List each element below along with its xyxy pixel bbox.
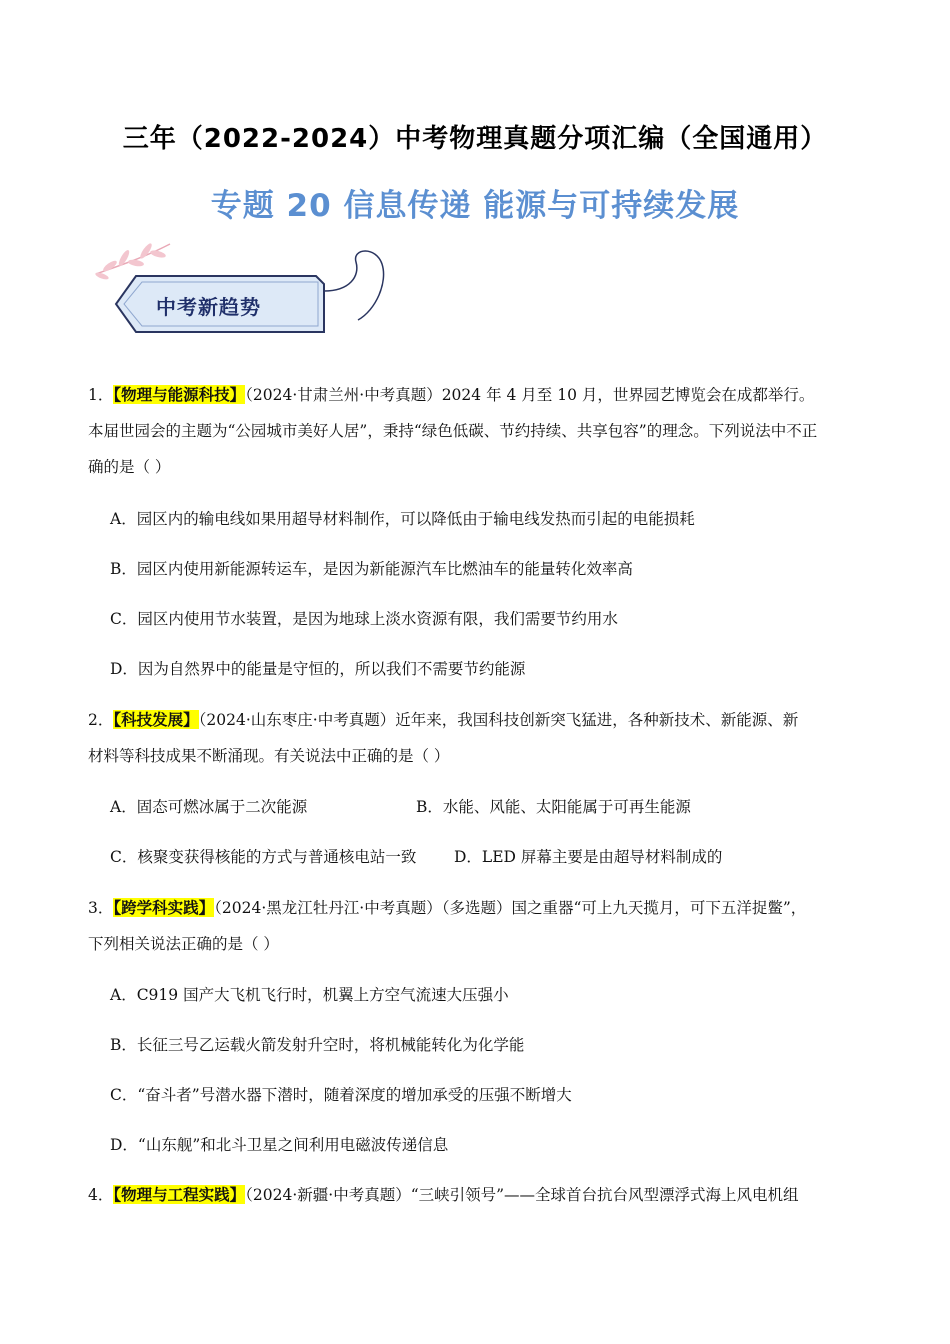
badge-graphic bbox=[88, 236, 388, 336]
question-2-option-c: C．核聚变获得核能的方式与普通核电站一致 bbox=[110, 848, 417, 866]
leaf-branch-icon bbox=[95, 242, 170, 281]
question-text: （2024·新疆·中考真题）“三峡引领号”——全球首台抗台风型漂浮式海上风电机组 bbox=[245, 1186, 799, 1204]
question-1-line-1 bbox=[88, 384, 814, 406]
question-2-line-1 bbox=[88, 709, 798, 731]
question-1-option-d: D．因为自然界中的能量是守恒的，所以我们不需要节约能源 bbox=[110, 660, 526, 678]
document-title: 三年（2022-2024）中考物理真题分项汇编（全国通用） bbox=[122, 124, 828, 154]
question-3-option-b: B．长征三号乙运载火箭发射升空时，将机械能转化为化学能 bbox=[110, 1036, 525, 1054]
question-text: （2024·甘肃兰州·中考真题）2024 年 4 月至 10 月，世界园艺博览会在成都举行。 bbox=[245, 386, 815, 404]
question-2-option-a: A．固态可燃冰属于二次能源 bbox=[110, 798, 308, 816]
question-3-option-a: A．C919 国产大飞机飞行时，机翼上方空气流速大压强小 bbox=[110, 986, 509, 1004]
section-badge bbox=[88, 236, 388, 336]
question-2-option-d: D．LED 屏幕主要是由超导材料制成的 bbox=[454, 848, 723, 866]
question-tag: 【科技发展】 bbox=[113, 710, 199, 729]
question-number: 3． bbox=[88, 899, 114, 917]
question-tag: 【物理与能源科技】 bbox=[113, 385, 246, 404]
badge-label: 中考新趋势 bbox=[156, 295, 261, 319]
question-tag: 【物理与工程实践】 bbox=[113, 1185, 246, 1204]
question-1-option-c: C．园区内使用节水装置，是因为地球上淡水资源有限，我们需要节约用水 bbox=[110, 610, 618, 628]
question-tag: 【跨学科实践】 bbox=[113, 898, 215, 917]
question-1-option-b: B．园区内使用新能源转运车，是因为新能源汽车比燃油车的能量转化效率高 bbox=[110, 560, 633, 578]
question-1-line-2: 本届世园会的主题为“公园城市美好人居”，秉持“绿色低碳、节约持续、共享包容”的理念。下列说法中不正 bbox=[88, 422, 818, 440]
curl-ornament-icon bbox=[324, 251, 384, 320]
question-number: 4． bbox=[88, 1186, 114, 1204]
question-4-line-1 bbox=[88, 1184, 799, 1206]
question-1-option-a: A．园区内的输电线如果用超导材料制作，可以降低由于输电线发热而引起的电能损耗 bbox=[110, 510, 695, 528]
question-3-option-d: D．“山东舰”和北斗卫星之间利用电磁波传递信息 bbox=[110, 1136, 449, 1154]
question-2-line-2: 材料等科技成果不断涌现。有关说法中正确的是（ ） bbox=[88, 747, 450, 765]
question-3-line-2: 下列相关说法正确的是（ ） bbox=[88, 935, 279, 953]
question-2-option-b: B．水能、风能、太阳能属于可再生能源 bbox=[416, 798, 691, 816]
topic-subtitle: 专题 20 信息传递 能源与可持续发展 bbox=[210, 188, 740, 224]
question-text: （2024·山东枣庄·中考真题）近年来，我国科技创新突飞猛进，各种新技术、新能源、新 bbox=[198, 711, 799, 729]
question-number: 2． bbox=[88, 711, 114, 729]
question-1-line-3: 确的是（ ） bbox=[88, 458, 171, 476]
question-3-option-c: C．“奋斗者”号潜水器下潜时，随着深度的增加承受的压强不断增大 bbox=[110, 1086, 572, 1104]
question-3-line-1 bbox=[88, 897, 806, 919]
question-number: 1． bbox=[88, 386, 114, 404]
question-text: （2024·黑龙江牡丹江·中考真题）（多选题）国之重器“可上九天揽月，可下五洋捉鳖”， bbox=[214, 899, 807, 917]
